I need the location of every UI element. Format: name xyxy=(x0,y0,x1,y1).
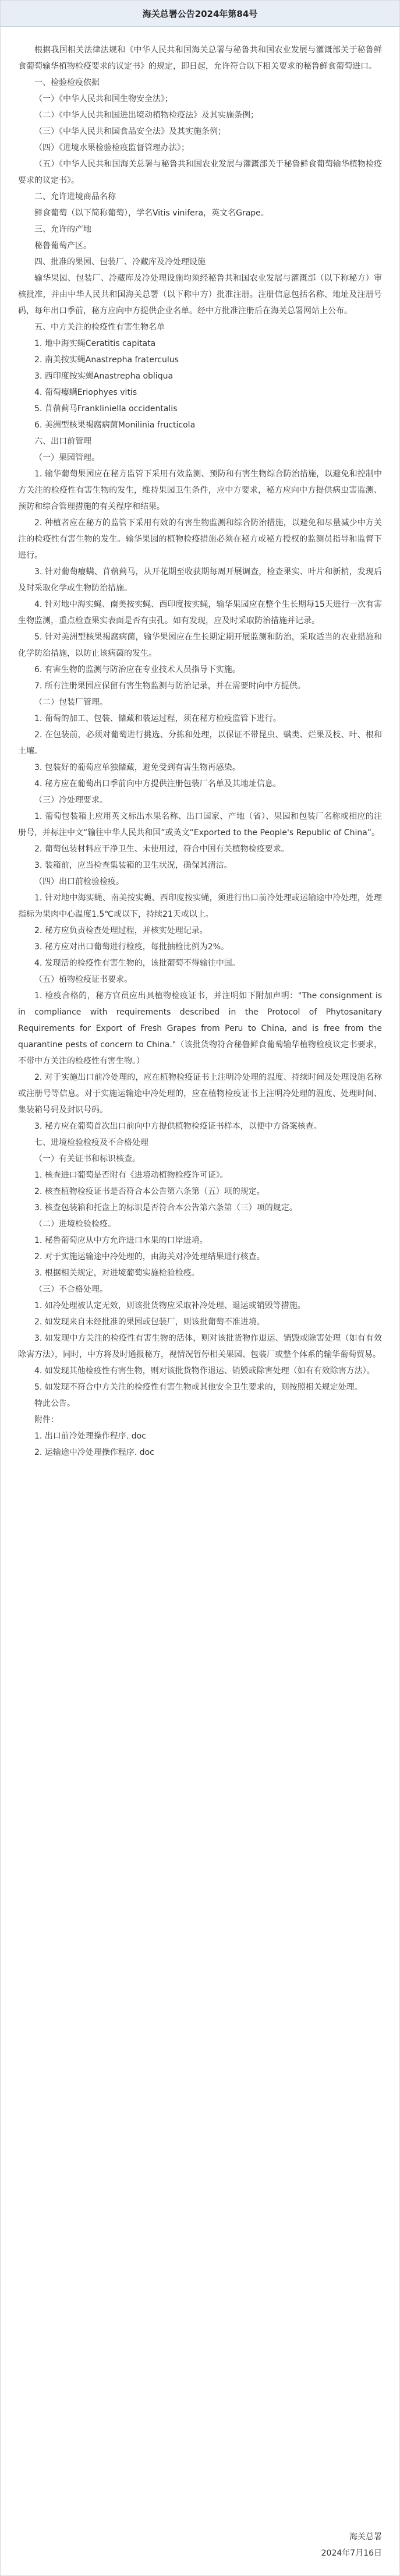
paragraph: 7. 所有注册果园应保留有害生物监测与防治记录，并在需要时向中方提供。 xyxy=(34,681,306,691)
signature-block xyxy=(321,2529,382,2561)
paragraph: （一）《中华人民共和国生物安全法》； xyxy=(34,94,173,104)
pest-list-item: 5. 苜蓿蓟马Frankliniella occidentalis xyxy=(34,404,178,414)
paragraph: 3. 如发现中方关注的检疫性有害生物的活体，则对该批货物作退运、销毁或除害处理（如有有效除害方法），同时，中方将及时通报秘方，视情况暂停相关果园、包装厂或整个体系的输华葡萄贸易。 xyxy=(18,1334,382,1359)
paragraph: 1. 秘鲁葡萄应从中方允许进口水果的口岸进境。 xyxy=(34,1236,208,1245)
paragraph: 3. 装箱前，应当检查集装箱的卫生状况，确保其清洁。 xyxy=(34,861,232,870)
subsection-heading: （五）植物检疫证书要求。 xyxy=(34,975,132,984)
paragraph: 3. 秘方应对出口葡萄进行检疫，每批抽检比例为2%。 xyxy=(34,942,229,952)
paragraph: （二）《中华人民共和国进出境动植物检疫法》及其实施条例； xyxy=(34,111,259,120)
paragraph: 2. 种植者应在秘方的监管下采用有效的有害生物监测和综合防治措施，以避免和尽量减少中方关注的检疫性有害生物的发生。输华果园的植物检疫措施必须在秘方或秘方授权的监测员指导和监督下进行。 xyxy=(18,518,382,560)
paragraph: 1. 输华葡萄果园应在秘方监管下采用有效监测、预防和有害生物综合防治措施，以避免和控制中方关注的检疫性有害生物的发生，维持果园卫生条件，应中方要求，秘方应向中方提供病虫害监测、预防和综合管理措施的有关程序和结果。 xyxy=(18,469,382,511)
paragraph: 2. 秘方应负责检查处理过程，并核实处理记录。 xyxy=(34,926,208,935)
announcement-title: 海关总署公告2024年第84号 xyxy=(1,1,399,27)
paragraph: 3. 秘方应在葡萄首次出口前向中方提供植物检疫证书样本，以便中方备案核查。 xyxy=(34,1122,322,1131)
paragraph: 4. 发现活的检疫性有害生物的，该批葡萄不得输往中国。 xyxy=(34,959,240,968)
paragraph: 根据我国相关法律法规和《中华人民共和国海关总署与秘鲁共和国农业发展与灌溉部关于秘鲁鲜食葡萄输华植物检疫要求的议定书》的规定，即日起，允许符合以下相关要求的秘鲁鲜食葡萄进口。 xyxy=(18,45,382,71)
signature-agency: 海关总署 xyxy=(349,2532,382,2542)
paragraph: 3. 针对葡萄瘿螨、苜蓿蓟马，从开花期至收获期每周开展调查，检查果实、叶片和新梢，发现后及时采取化学或生物防治措施。 xyxy=(18,567,382,593)
paragraph: 4. 如发现其他检疫性有害生物，则对该批货物作退运、销毁或除害处理（如有有效除害方法）。 xyxy=(34,1366,375,1376)
subsection-heading: （三）不合格处理。 xyxy=(34,1285,108,1294)
pest-list-item: 2. 南美按实蝇Anastrepha fraterculus xyxy=(34,355,179,365)
attachment-item: 2. 运输途中冷处理操作程序. doc xyxy=(34,1448,154,1457)
paragraph: 2. 对于实施运输途中冷处理的，由海关对冷处理结果进行核查。 xyxy=(34,1252,265,1262)
paragraph: 3. 根据相关规定，对进境葡萄实施检验检疫。 xyxy=(34,1268,200,1278)
subsection-heading: （一）果园管理。 xyxy=(34,453,100,462)
announcement-body xyxy=(1,27,399,1461)
paragraph: 5. 如发现不符合中方关注的检疫性有害生物或其他安全卫生要求的，则按照相关规定处理。 xyxy=(34,1383,363,1392)
paragraph: 1. 检疫合格的，秘方官员应出具植物检疫证书，并注明如下附加声明："The consignment is in compliance with requirements described in the Protocol of Phytosanitary Requirements for Export of Fresh Grapes from Peru to China, and is free from the quarantine pests of concern to China."（该批货物符合秘鲁鲜食葡萄输华植物检疫议定书要求，不带中方关注的检疫性有害生物。） xyxy=(18,991,382,1066)
paragraph: 1. 葡萄的加工、包装、储藏和装运过程，须在秘方检疫监管下进行。 xyxy=(34,714,281,723)
paragraph: 2. 在包装前，必须对葡萄进行挑选、分拣和处理，以保证不带昆虫、螨类、烂果及枝、叶、根和土壤。 xyxy=(18,730,382,756)
paragraph: 3. 包装好的葡萄应单独储藏，避免受到有害生物再感染。 xyxy=(34,763,240,772)
paragraph: （四）《进境水果检验检疫监督管理办法》； xyxy=(34,143,189,153)
pest-list-item: 6. 美洲型核果褐腐病菌Monilinia fructicola xyxy=(34,421,196,430)
subsection-heading: （二）包装厂管理。 xyxy=(34,698,108,707)
section-heading: 七、进境检验检疫及不合格处理 xyxy=(34,1138,148,1147)
paragraph: 1. 葡萄包装箱上应用英文标出水果名称、出口国家、产地（省）、果园和包装厂名称或相应的注册号，并标注中文“输往中华人民共和国”或英文“Exported to the People's Republic of China”。 xyxy=(18,812,382,838)
pest-list-item: 1. 地中海实蝇Ceratitis capitata xyxy=(34,339,156,348)
section-heading: 五、中方关注的检疫性有害生物名单 xyxy=(34,323,165,332)
paragraph: 秘鲁葡萄产区。 xyxy=(34,241,91,250)
subsection-heading: （一）有关证书和标识核查。 xyxy=(34,1154,140,1164)
subsection-heading: （三）冷处理要求。 xyxy=(34,796,108,805)
signature-date: 2024年7月16日 xyxy=(321,2549,382,2558)
section-heading: 一、检验检疫依据 xyxy=(34,78,100,87)
paragraph: 2. 核查植物检疫证书是否符合本公告第六条第（五）项的规定。 xyxy=(34,1187,265,1196)
paragraph: （三）《中华人民共和国食品安全法》及其实施条例； xyxy=(34,127,226,136)
paragraph: 4. 秘方应在葡萄出口季前向中方提供注册包装厂名单及其地址信息。 xyxy=(34,779,281,789)
section-heading: 二、允许进境商品名称 xyxy=(34,192,116,202)
paragraph: 1. 如冷处理被认定无效，则该批货物应采取补冷处理、退运或销毁等措施。 xyxy=(34,1301,306,1310)
paragraph: 2. 对于实施出口前冷处理的，应在植物检疫证书上注明冷处理的温度、持续时间及处理设施名称或注册号等信息。对于实施运输途中冷处理的，应在植物检疫证书上注明冷处理的温度、处理时间、集装箱号码及封识号码。 xyxy=(18,1073,382,1115)
section-heading: 六、出口前管理 xyxy=(34,437,91,446)
paragraph: 1. 核查进口葡萄是否附有《进境动植物检疫许可证》。 xyxy=(34,1171,228,1180)
subsection-heading: （四）出口前检验检疫。 xyxy=(34,877,124,886)
paragraph: 2. 葡萄包装材料应干净卫生、未使用过，符合中国有关植物检疫要求。 xyxy=(34,844,289,854)
pest-list-item: 3. 西印度按实蝇Anastrepha obliqua xyxy=(34,372,174,381)
paragraph: 2. 如发现来自未经批准的果园或包装厂，则该批葡萄不准进境。 xyxy=(34,1317,265,1327)
paragraph: 1. 针对地中海实蝇、南美按实蝇、西印度按实蝇，须进行出口前冷处理或运输途中冷处理，处理指标为果肉中心温度1.5℃或以下，持续21天或以上。 xyxy=(18,893,382,919)
paragraph: （五）《中华人民共和国海关总署与秘鲁共和国农业发展与灌溉部关于秘鲁鲜食葡萄输华植物检疫要求的议定书》。 xyxy=(18,160,382,185)
paragraph: 鲜食葡萄（以下简称葡萄），学名Vitis vinifera，英文名Grape。 xyxy=(34,209,269,218)
closing-text: 特此公告。 xyxy=(34,1399,75,1408)
section-heading: 四、批准的果园、包装厂、冷藏库及冷处理设施 xyxy=(34,257,206,267)
paragraph: 输华果园、包装厂、冷藏库及冷处理设施均须经秘鲁共和国农业发展与灌溉部（以下称秘方）审核批准，并由中华人民共和国海关总署（以下称中方）批准注册。注册信息包括名称、地址及注册号码，每年出口季前，秘方应向中方提供企业名单。经中方批准注册后在海关总署网站上公布。 xyxy=(18,274,382,316)
paragraph: 5. 针对美洲型核果褐腐病菌，输华果园应在生长期定期开展监测和防治，采取适当的农业措施和化学防治措施，以防止该病菌的发生。 xyxy=(18,632,382,658)
section-heading: 三、允许的产地 xyxy=(34,225,91,234)
subsection-heading: （二）进境检验检疫。 xyxy=(34,1220,116,1229)
paragraph: 4. 针对地中海实蝇、南美按实蝇、西印度按实蝇，输华果园应在整个生长期每15天进行一次有害生物监测，重点检查果实表面是否有虫孔。如有发现，应及时采取防治措施并记录。 xyxy=(18,600,382,626)
attachments-label: 附件： xyxy=(34,1415,59,1425)
pest-list-item: 4. 葡萄瘿螨Eriophyes vitis xyxy=(34,388,137,397)
paragraph: 3. 核查包装箱和托盘上的标识是否符合本公告第六条第（三）项的规定。 xyxy=(34,1203,298,1213)
attachment-item: 1. 出口前冷处理操作程序. doc xyxy=(34,1432,146,1441)
paragraph: 6. 有害生物的监测与防治应在专业技术人员指导下实施。 xyxy=(34,665,240,674)
